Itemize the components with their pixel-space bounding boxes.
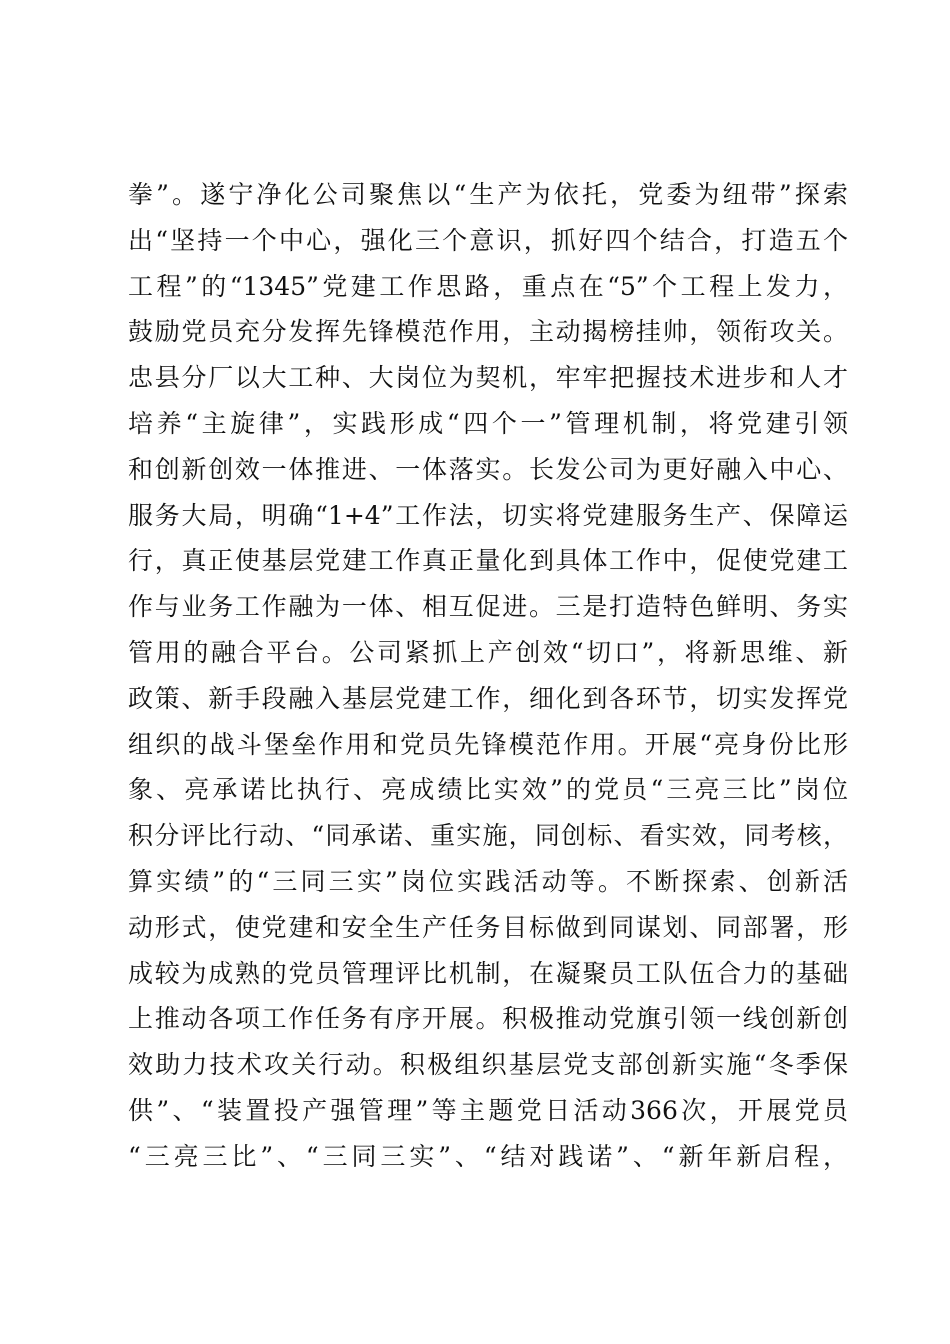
text-line-17: 动形式，使党建和安全生产任务目标做到同谋划、同部署，形: [128, 912, 848, 942]
text-line-14: 象、亮承诺比执行、亮成绩比实效”的党员“三亮三比”岗位: [128, 775, 848, 805]
text-line-4: 鼓励党员充分发挥先锋模范作用，主动揭榜挂帅，领衔攻关。: [128, 317, 848, 347]
text-line-18: 成较为成熟的党员管理评比机制，在凝聚员工队伍合力的基础: [128, 958, 848, 988]
text-line-1: 拳”。遂宁净化公司聚焦以“生产为依托，党委为纽带”探索: [128, 180, 848, 209]
text-line-15: 积分评比行动、“同承诺、重实施，同创标、看实效，同考核，: [128, 821, 848, 851]
text-line-6: 培养“主旋律”，实践形成“四个一”管理机制，将党建引领: [128, 408, 848, 438]
text-line-10: 作与业务工作融为一体、相互促进。三是打造特色鲜明、务实: [128, 592, 848, 622]
text-line-8: 服务大局，明确“1+4”工作法，切实将党建服务生产、保障运: [128, 500, 848, 530]
text-line-5: 忠县分厂以大工种、大岗位为契机，牢牢把握技术进步和人才: [128, 363, 848, 393]
text-line-19: 上推动各项工作任务有序开展。积极推动党旗引领一线创新创: [128, 1004, 848, 1034]
body-text: [128, 172, 848, 1180]
text-line-3: 工程”的“1345”党建工作思路，重点在“5”个工程上发力，: [128, 271, 848, 301]
text-line-7: 和创新创效一体推进、一体落实。长发公司为更好融入中心、: [128, 454, 848, 484]
text-line-12: 政策、新手段融入基层党建工作，细化到各环节，切实发挥党: [128, 683, 848, 713]
text-line-22: “三亮三比”、“三同三实”、“结对践诺”、“新年新启程，: [128, 1141, 848, 1171]
text-line-21: 供”、“装置投产强管理”等主题党日活动366次，开展党员: [128, 1095, 848, 1125]
text-line-13: 组织的战斗堡垒作用和党员先锋模范作用。开展“亮身份比形: [128, 729, 848, 759]
text-line-20: 效助力技术攻关行动。积极组织基层党支部创新实施“冬季保: [128, 1050, 848, 1080]
text-line-11: 管用的融合平台。公司紧抓上产创效“切口”，将新思维、新: [128, 637, 848, 667]
text-line-2: 出“坚持一个中心，强化三个意识，抓好四个结合，打造五个: [128, 225, 848, 255]
text-line-9: 行，真正使基层党建工作真正量化到具体工作中，促使党建工: [128, 546, 848, 576]
text-line-16: 算实绩”的“三同三实”岗位实践活动等。不断探索、创新活: [128, 866, 848, 896]
